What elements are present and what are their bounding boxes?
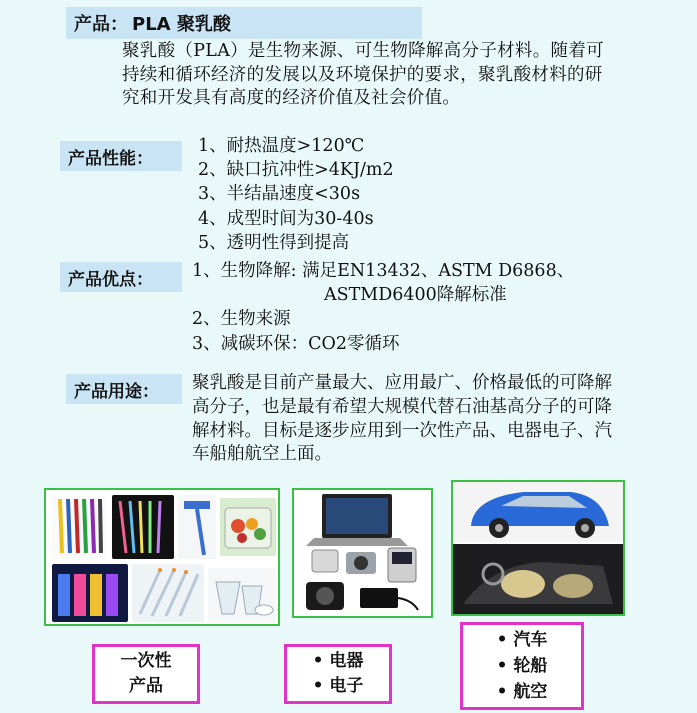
list-item: 1、生物降解: 满足EN13432、ASTM D6868、 [192, 261, 575, 281]
electronics-illustration [294, 490, 431, 616]
product-description: 聚乳酸（PLA）是生物来源、可生物降解高分子材料。随着可持续和循环经济的发展以及环境保护的要求，聚乳酸材料的研究和开发具有高度的经济价值及社会价值。 [122, 41, 604, 108]
performance-label: 产品性能： [60, 141, 182, 171]
cups-image [208, 568, 276, 622]
pens-image [52, 495, 106, 559]
list-item: ASTMD6400降解标准 [324, 285, 507, 306]
product-name: PLA 聚乳酸 [132, 14, 231, 35]
caption-line: • 汽车 [496, 630, 548, 650]
list-item: 3、减碳环保：CO2零循环 [192, 333, 400, 354]
caption-line: • 航空 [496, 682, 548, 702]
product-label: 产品： [74, 14, 128, 35]
caption-line: • 轮船 [496, 656, 548, 676]
vehicles-caption-box [460, 622, 584, 710]
car-interior-illustration [453, 544, 623, 614]
list-item: 1、耐热温度>120℃ [198, 136, 365, 156]
performance-list [198, 134, 394, 255]
list-item: 4、成型时间为30-40s [198, 208, 374, 229]
caption-line: 产品 [129, 676, 163, 696]
product-title-label [66, 7, 422, 39]
electronics-image-panel [292, 488, 433, 618]
list-item: 2、生物来源 [192, 309, 291, 330]
car-illustration [453, 482, 623, 542]
disposable-caption-box [92, 644, 200, 704]
usage-text: 聚乳酸是目前产量最大、应用最广、价格最低的可降解高分子，也是最有希望大规模代替石油基高分子的可降解材料。目标是逐步应用到一次性产品、电器电子、汽车船舶航空上面。 [192, 373, 612, 465]
disposable-products-image-panel [44, 488, 280, 626]
razor-image [178, 495, 216, 559]
electronics-caption-box [284, 644, 392, 704]
list-item: 2、缺口抗冲性>4KJ/m2 [198, 160, 394, 181]
caption-line: • 电器 [312, 651, 364, 671]
toothbrushes-image [112, 495, 174, 559]
usage-label: 产品用途： [66, 374, 182, 404]
list-item: 3、半结晶速度<30s [198, 184, 361, 205]
caption-line: 一次性 [120, 651, 172, 671]
advantages-list [192, 259, 574, 356]
caption-line: • 电子 [312, 676, 364, 696]
vehicles-image-panel [451, 480, 625, 616]
lighters-image [52, 564, 128, 622]
list-item: 5、透明性得到提高 [198, 232, 350, 253]
food-container-image [220, 498, 276, 556]
advantages-label: 产品优点： [60, 262, 182, 292]
syringes-image [132, 564, 204, 622]
